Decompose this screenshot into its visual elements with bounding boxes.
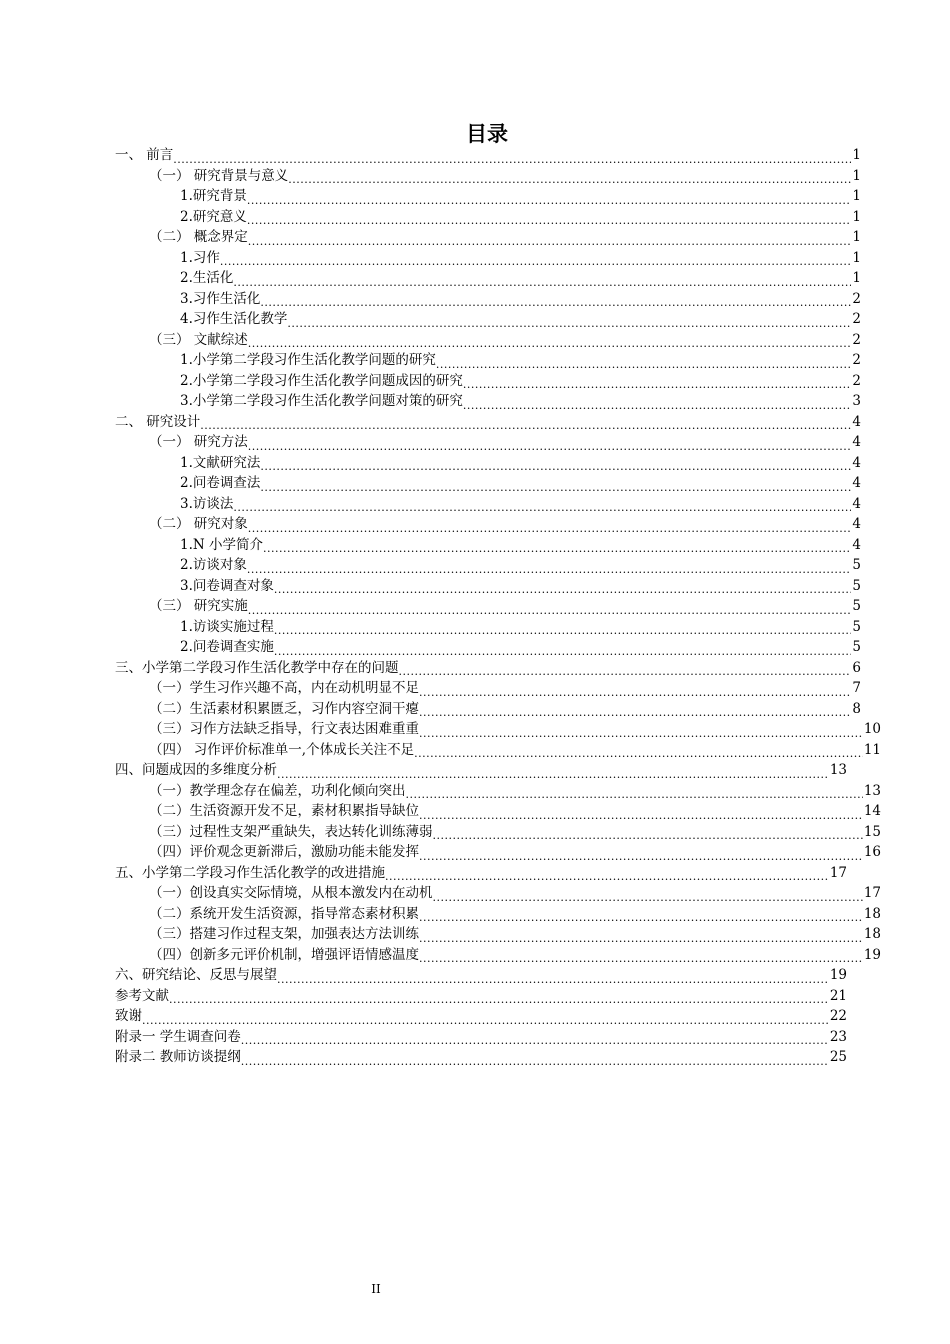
toc-entry-page: 5 [852, 577, 861, 594]
toc-entry[interactable] [115, 986, 847, 1007]
toc-entry-page: 4 [852, 454, 861, 471]
toc-entry[interactable] [115, 412, 861, 433]
toc-entry-label: 1.小学第二学段习作生活化教学问题的研究 [180, 352, 436, 368]
toc-entry-page: 8 [852, 700, 861, 717]
toc-entry[interactable] [115, 965, 847, 986]
toc-entry-page: 4 [852, 495, 861, 512]
toc-entry-label: （三）过程性支架严重缺失，表达转化训练薄弱 [149, 823, 433, 840]
toc-entry-page: 5 [852, 557, 861, 573]
toc-entry[interactable] [115, 924, 881, 945]
toc-entry-page: 14 [863, 803, 881, 819]
toc-entry[interactable] [115, 1027, 847, 1048]
toc-entry-page: 4 [852, 475, 861, 491]
toc-entry[interactable] [115, 432, 861, 453]
toc-entry[interactable] [115, 145, 861, 166]
toc-entry[interactable] [115, 576, 861, 597]
toc-entry-label: （二）生活素材积累匮乏，习作内容空洞干瘪 [149, 700, 419, 717]
toc-entry-label: 1.文献研究法 [180, 454, 261, 471]
toc-entry-page: 18 [863, 926, 881, 942]
toc-entry-label: 附录一 学生调查问卷 [115, 1028, 241, 1045]
toc-entry[interactable] [115, 678, 861, 699]
toc-entry-label: 3.习作生活化 [180, 290, 261, 307]
toc-entry-label: 2.小学第二学段习作生活化教学问题成因的研究 [180, 372, 463, 389]
toc-entry[interactable] [115, 371, 861, 392]
toc-entry-label: （三）习作方法缺乏指导，行文表达困难重重 [149, 721, 419, 737]
toc-entry[interactable] [115, 248, 861, 269]
table-of-contents [115, 145, 881, 1068]
toc-entry-page: 15 [863, 823, 881, 840]
toc-entry-page: 18 [863, 905, 881, 922]
toc-dot-leader [248, 514, 852, 535]
toc-dot-leader [436, 350, 852, 371]
toc-entry-page: 5 [852, 639, 861, 655]
toc-entry-page: 1 [852, 167, 861, 184]
page-number: II [371, 1282, 381, 1296]
toc-dot-leader [260, 473, 851, 494]
toc-entry[interactable] [115, 535, 861, 556]
toc-entry-page: 19 [829, 967, 847, 983]
toc-dot-leader [433, 883, 863, 904]
toc-entry-label: （二） 研究对象 [149, 516, 248, 532]
toc-entry[interactable] [115, 166, 861, 187]
toc-entry-label: 五、小学第二学段习作生活化教学的改进措施 [115, 864, 385, 881]
toc-entry-page: 2 [852, 372, 861, 389]
toc-entry-label: 3.小学第二学段习作生活化教学问题对策的研究 [180, 393, 463, 409]
toc-entry-label: （二）生活资源开发不足，素材积累指导缺位 [149, 803, 419, 819]
toc-dot-leader [419, 678, 851, 699]
toc-entry-label: 致谢 [115, 1008, 142, 1024]
toc-dot-leader [277, 760, 829, 781]
toc-dot-leader [241, 1027, 829, 1048]
toc-entry[interactable] [115, 617, 861, 638]
toc-entry-label: 三、小学第二学段习作生活化教学中存在的问题 [115, 659, 399, 676]
toc-entry[interactable] [115, 781, 881, 802]
toc-entry-page: 1 [852, 208, 861, 225]
toc-entry-page: 25 [829, 1049, 847, 1065]
toc-entry-label: （二）系统开发生活资源，指导常态素材积累 [149, 905, 419, 922]
toc-dot-leader [419, 945, 863, 966]
toc-entry-label: 2.问卷调查实施 [180, 639, 274, 655]
toc-entry[interactable] [115, 207, 861, 228]
toc-entry-label: 参考文献 [115, 987, 169, 1004]
toc-entry-label: 4.习作生活化教学 [180, 311, 288, 327]
toc-entry[interactable] [115, 555, 861, 576]
toc-entry[interactable] [115, 514, 861, 535]
toc-entry[interactable] [115, 945, 881, 966]
toc-entry-label: 1.N 小学简介 [180, 536, 263, 553]
toc-entry-label: 附录二 教师访谈提纲 [115, 1049, 241, 1065]
toc-dot-leader [419, 904, 863, 925]
toc-entry[interactable] [115, 801, 881, 822]
toc-entry[interactable] [115, 268, 861, 289]
toc-entry-label: （一）教学理念存在偏差，功利化倾向突出 [149, 782, 406, 799]
toc-entry[interactable] [115, 658, 861, 679]
toc-dot-leader [419, 699, 851, 720]
toc-dot-leader [419, 719, 863, 740]
toc-entry-label: （四） 习作评价标准单一,个体成长关注不足 [149, 741, 415, 758]
toc-dot-leader [173, 145, 851, 166]
toc-entry[interactable] [115, 350, 861, 371]
toc-entry-label: （一） 研究背景与意义 [149, 167, 289, 184]
toc-dot-leader [169, 986, 829, 1007]
toc-entry-page: 11 [863, 741, 881, 758]
toc-dot-leader [274, 637, 852, 658]
toc-entry[interactable] [115, 719, 881, 740]
toc-entry-page: 1 [852, 147, 861, 163]
toc-dot-leader [277, 965, 829, 986]
toc-entry-page: 5 [852, 618, 861, 635]
toc-entry-page: 1 [852, 249, 861, 266]
toc-dot-leader [248, 432, 852, 453]
toc-dot-leader [274, 576, 852, 597]
toc-dot-leader [248, 596, 852, 617]
toc-entry[interactable] [115, 699, 861, 720]
toc-dot-leader [463, 391, 852, 412]
toc-dot-leader [385, 863, 829, 884]
toc-entry-label: （三） 研究实施 [149, 598, 248, 614]
toc-entry[interactable] [115, 863, 847, 884]
toc-entry[interactable] [115, 596, 861, 617]
toc-entry-page: 4 [852, 413, 861, 430]
toc-entry-label: 2.研究意义 [180, 208, 247, 225]
toc-entry[interactable] [115, 1047, 847, 1068]
toc-entry-page: 5 [852, 598, 861, 614]
toc-entry-page: 4 [852, 516, 861, 532]
toc-entry[interactable] [115, 822, 881, 843]
toc-entry-page: 4 [852, 536, 861, 553]
toc-entry-label: 一、 前言 [115, 147, 174, 163]
toc-dot-leader [419, 801, 863, 822]
toc-entry-label: 1.习作 [180, 249, 220, 266]
toc-entry-label: （三） 文献综述 [149, 331, 248, 348]
toc-entry[interactable] [115, 330, 861, 351]
toc-entry-page: 6 [852, 659, 861, 676]
toc-dot-leader [248, 227, 852, 248]
toc-title: 目录 [466, 122, 508, 146]
toc-entry[interactable] [115, 473, 861, 494]
toc-entry[interactable] [115, 391, 861, 412]
toc-entry[interactable] [115, 637, 861, 658]
toc-entry[interactable] [115, 494, 861, 515]
toc-dot-leader [399, 658, 852, 679]
toc-entry-label: （一）学生习作兴趣不高，内在动机明显不足 [149, 680, 419, 696]
toc-entry[interactable] [115, 289, 861, 310]
toc-entry[interactable] [115, 309, 861, 330]
toc-entry[interactable] [115, 740, 881, 761]
toc-entry-label: （四）评价观念更新滞后，激励功能未能发挥 [149, 844, 419, 860]
toc-entry-page: 3 [852, 393, 861, 409]
toc-dot-leader [248, 330, 852, 351]
toc-entry-page: 2 [852, 290, 861, 307]
toc-dot-leader [260, 453, 851, 474]
toc-dot-leader [247, 207, 852, 228]
toc-entry-label: 2.问卷调查法 [180, 475, 261, 491]
toc-entry-page: 17 [829, 864, 847, 881]
toc-entry[interactable] [115, 1006, 847, 1027]
toc-entry-page: 13 [829, 762, 847, 778]
toc-entry-label: （四）创新多元评价机制，增强评语情感温度 [149, 946, 419, 963]
toc-entry-page: 13 [863, 782, 881, 799]
toc-dot-leader [247, 555, 852, 576]
toc-entry[interactable] [115, 883, 881, 904]
toc-dot-leader [200, 412, 851, 433]
toc-entry-page: 1 [852, 270, 861, 286]
toc-dot-leader [260, 289, 851, 310]
toc-entry[interactable] [115, 904, 881, 925]
toc-dot-leader [288, 166, 851, 187]
toc-dot-leader [406, 781, 863, 802]
toc-entry[interactable] [115, 760, 847, 781]
toc-entry[interactable] [115, 842, 881, 863]
toc-entry[interactable] [115, 186, 861, 207]
toc-entry-label: 2.访谈对象 [180, 557, 247, 573]
toc-dot-leader [287, 309, 851, 330]
toc-entry-label: 2.生活化 [180, 270, 234, 286]
toc-entry-page: 2 [852, 331, 861, 348]
toc-entry-page: 22 [829, 1008, 847, 1024]
toc-dot-leader [274, 617, 852, 638]
toc-entry[interactable] [115, 453, 861, 474]
toc-entry-label: 二、 研究设计 [115, 413, 201, 430]
toc-entry-label: （一）创设真实交际情境，从根本激发内在动机 [149, 885, 433, 901]
toc-dot-leader [142, 1006, 829, 1027]
toc-entry-page: 23 [829, 1028, 847, 1045]
toc-entry-page: 1 [852, 229, 861, 245]
toc-entry-page: 7 [852, 680, 861, 696]
toc-entry[interactable] [115, 227, 861, 248]
toc-dot-leader [233, 268, 851, 289]
toc-entry-label: 1.研究背景 [180, 188, 247, 204]
toc-dot-leader [419, 924, 863, 945]
toc-entry-page: 19 [863, 946, 881, 963]
toc-entry-label: （三）搭建习作过程支架，加强表达方法训练 [149, 926, 419, 942]
toc-dot-leader [463, 371, 852, 392]
toc-entry-page: 10 [863, 721, 881, 737]
toc-entry-label: 3.问卷调查对象 [180, 577, 274, 594]
toc-dot-leader [263, 535, 851, 556]
toc-dot-leader [233, 494, 851, 515]
toc-entry-page: 16 [863, 844, 881, 860]
toc-dot-leader [419, 842, 863, 863]
toc-entry-page: 2 [852, 352, 861, 368]
toc-dot-leader [241, 1047, 829, 1068]
toc-entry-page: 2 [852, 311, 861, 327]
toc-entry-page: 4 [852, 434, 861, 450]
toc-dot-leader [220, 248, 852, 269]
toc-entry-label: 1.访谈实施过程 [180, 618, 274, 635]
toc-entry-label: 四、问题成因的多维度分析 [115, 762, 277, 778]
toc-dot-leader [433, 822, 863, 843]
toc-entry-label: （一） 研究方法 [149, 434, 248, 450]
toc-entry-page: 21 [829, 987, 847, 1004]
toc-dot-leader [414, 740, 863, 761]
toc-entry-page: 1 [852, 188, 861, 204]
toc-dot-leader [247, 186, 852, 207]
toc-entry-label: 3.访谈法 [180, 495, 234, 512]
toc-entry-label: 六、研究结论、反思与展望 [115, 967, 277, 983]
toc-entry-page: 17 [863, 885, 881, 901]
toc-entry-label: （二） 概念界定 [149, 229, 248, 245]
